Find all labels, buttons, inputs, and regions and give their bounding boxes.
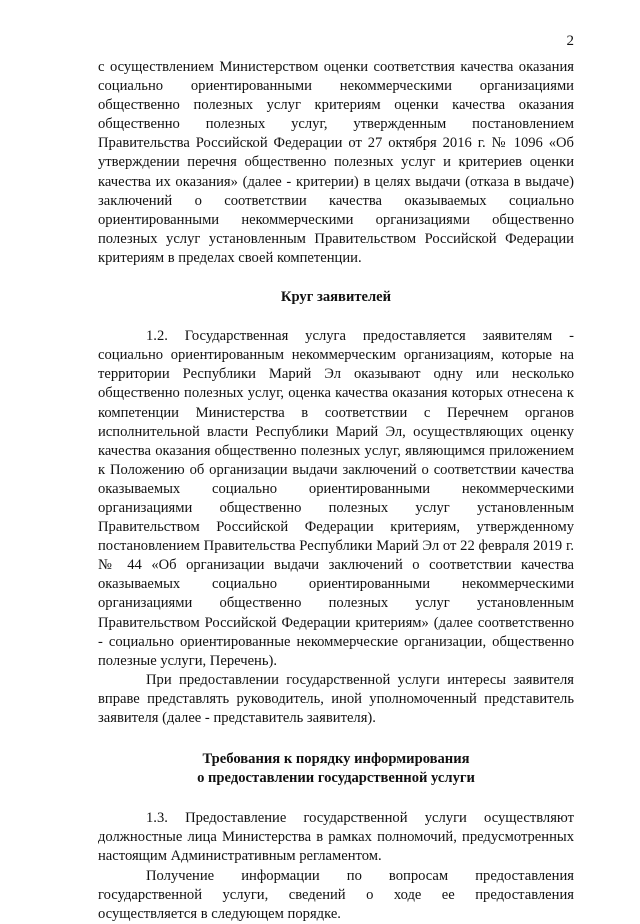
section-heading-line-2: о предоставлении государственной услуги bbox=[197, 770, 475, 787]
paragraph-continuation: с осуществлением Министерством оценки соответствия качества оказания социально ориентированными некоммерческими организациями общественно полезных услуг критериям оценки качества оказания общественно полезных услуг, утвержденным постановлением Правительства Российской Федерации от 27 октября 2016 г. № 1096 «Об утверждении перечня общественно полезных услуг и критериев оценки качества их оказания» (далее - критерии) в целях выдачи (отказа в выдаче) заключений о соответствии качества оказываемых социально ориентированными некоммерческими организациями общественно полезных услуг установленным Правительством Российской Федерации критериям в пределах своей компетенции. bbox=[98, 59, 574, 266]
section-heading-applicants: Круг заявителей bbox=[280, 289, 392, 306]
paragraph-representative: При предоставлении государственной услуги интересы заявителя вправе представлять руководитель, иной уполномоченный представитель заявителя (далее - представитель заявителя). bbox=[98, 671, 574, 726]
page-number: 2 bbox=[566, 33, 574, 49]
paragraph-information-order: Получение информации по вопросам предоставления государственной услуги, сведений о ходе ее предоставления осуществляется в следующем порядке. bbox=[98, 867, 574, 922]
section-heading-line-1: Требования к порядку информирования bbox=[202, 751, 470, 768]
document-body bbox=[98, 58, 574, 924]
paragraph-1-3: 1.3. Предоставление государственной услуги осуществляют должностные лица Министерства в рамках полномочий, предусмотренных настоящим Административным регламентом. bbox=[98, 810, 574, 865]
section-heading-informing bbox=[98, 750, 574, 788]
paragraph-1-2: 1.2. Государственная услуга предоставляется заявителям - социально ориентированным некоммерческим организациям, которые на территории Республики Марий Эл оказывают одну или несколько общественно полезных услуг, оценка качества оказания которых отнесена к компетенции Министерства в соответствии с Перечнем органов исполнительной власти Республики Марий Эл, осуществляющих оценку качества оказания общественно полезных услуг, являющимся приложением к Положению об организации выдачи заключений о соответствии качества оказываемых социально ориентированными некоммерческими организациями общественно полезных услуг установленным Правительством Российской Федерации критериям, утвержденному постановлением Правительства Республики Марий Эл от 22 февраля 2019 г. № 44 «Об организации выдачи заключений о соответствии качества оказываемых социально ориентированными некоммерческими организациями общественно полезных услуг установленным Правительством Российской Федерации критериям» (далее соответственно - социально ориентированные некоммерческие организации, общественно полезные услуги, Перечень). bbox=[98, 328, 574, 669]
